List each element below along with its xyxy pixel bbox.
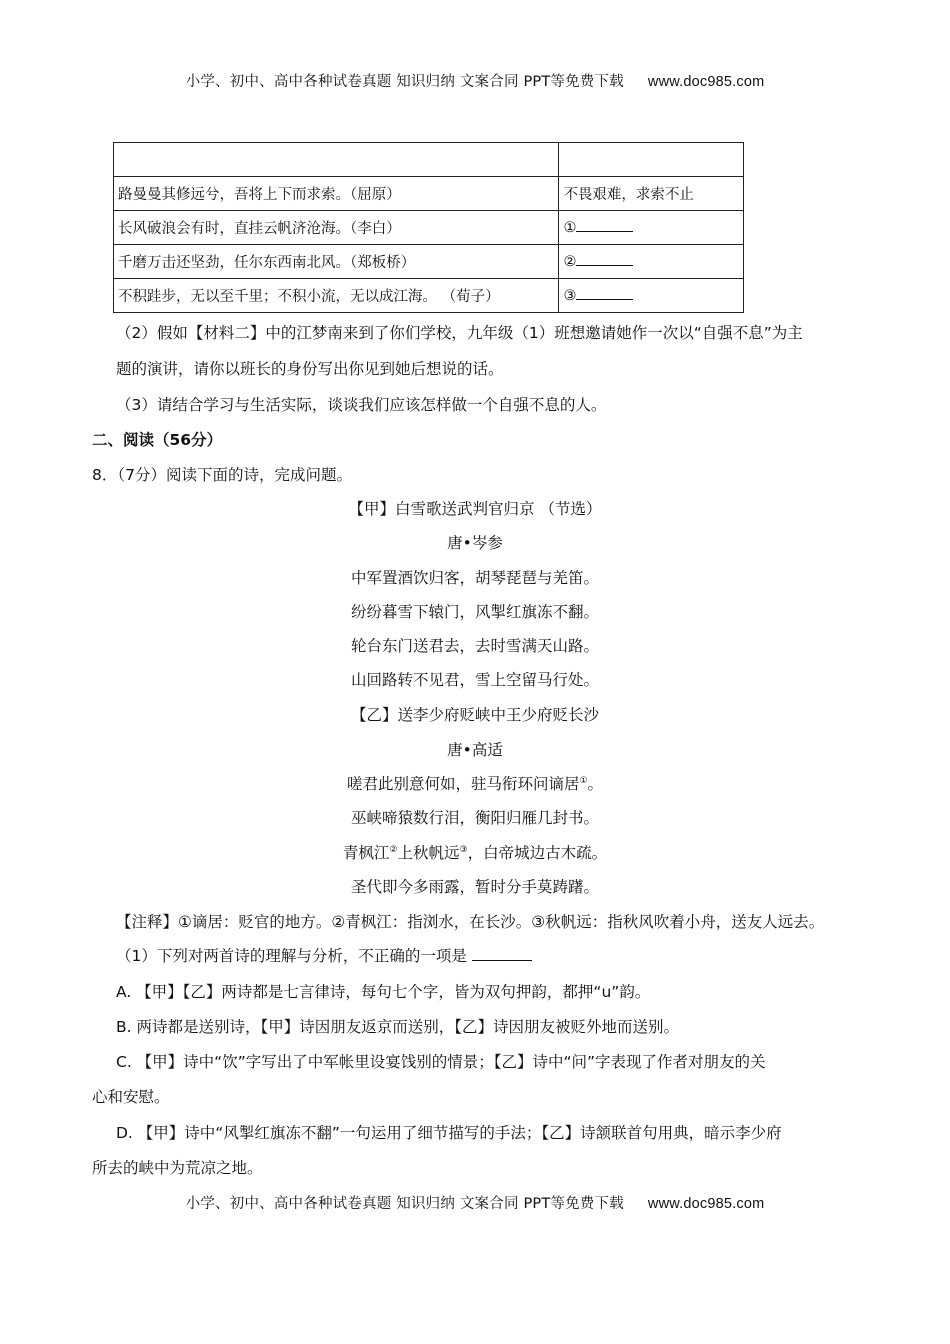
table-cell-answer[interactable] (559, 279, 744, 313)
poem-1-title: 【甲】白雪歌送武判官归京 （节选） (348, 500, 602, 518)
table-cell-answer[interactable] (559, 245, 744, 279)
table-row (114, 211, 744, 245)
option-a[interactable]: A. 【甲】【乙】两诗都是七言律诗，每句七个字，皆为双句押韵，都押“u”韵。 (116, 983, 651, 1001)
question-2-line-2: 题的演讲，请你以班长的身份写出你见到她后想说的话。 (116, 360, 504, 378)
page-header (0, 70, 950, 91)
answer-blank[interactable] (576, 253, 633, 266)
poem-2-line (0, 772, 950, 794)
table-row (114, 177, 744, 211)
question-2-line-1: （2）假如【材料二】中的江梦南来到了你们学校，九年级（1）班想邀请她作一次以“自强不息”为主 (116, 324, 803, 342)
poem-2-line-text: 上秋帆远 (397, 844, 460, 862)
quote-table (113, 142, 744, 313)
answer-blank[interactable] (472, 948, 532, 961)
option-d[interactable]: D. 【甲】诗中“风掣红旗冻不翻”一句运用了细节描写的手法；【乙】诗颔联首句用典，暗示李少府 (116, 1124, 782, 1142)
poem-2-line-text: 。 (587, 775, 604, 793)
footnote-mark: ① (579, 775, 588, 786)
poem-1-line: 山回路转不见君，雪上空留马行处。 (350, 671, 599, 689)
table-cell-quote: 路曼曼其修远兮，吾将上下而求索。（屈原） (114, 177, 559, 211)
footnote-mark: ② (389, 844, 398, 855)
poem-2-title: 【乙】送李少府贬峡中王少府贬长沙 (350, 706, 599, 724)
answer-blank[interactable] (576, 287, 633, 300)
header-text: 小学、初中、高中各种试卷真题 知识归纳 文案合同 PPT等免费下载 (185, 74, 624, 90)
poem-2-author: 唐•高适 (447, 741, 503, 759)
answer-marker: ① (563, 220, 577, 236)
sub-question-1-text: （1）下列对两首诗的理解与分析，不正确的一项是 (116, 947, 467, 965)
poem-2-line: 圣代即今多雨露，暂时分手莫踌躇。 (350, 878, 599, 896)
poem-2-line-text: 嗟君此别意何如，驻马衔环问谪居 (346, 775, 580, 793)
answer-marker: ② (563, 254, 577, 270)
option-c[interactable]: C. 【甲】诗中“饮”字写出了中军帐里设宴饯别的情景；【乙】诗中“问”字表现了作者对朋友的关 (116, 1053, 766, 1071)
table-cell-meaning: 不畏艰难，求索不止 (559, 177, 744, 211)
table-row (114, 245, 744, 279)
poem-2-line-text: 青枫江 (342, 844, 390, 862)
answer-blank[interactable] (576, 219, 633, 232)
page-footer (0, 1192, 950, 1213)
poem-1-line: 中军置酒饮归客，胡琴琵琶与羌笛。 (350, 569, 599, 587)
table-row (114, 143, 744, 177)
question-3: （3）请结合学习与生活实际，谈谈我们应该怎样做一个自强不息的人。 (116, 396, 607, 414)
table-cell-quote (114, 143, 559, 177)
sub-question-1 (116, 944, 532, 966)
poem-2-line-text: ，白帝城边古木疏。 (467, 844, 608, 862)
question-8: 8．（7分）阅读下面的诗，完成问题。 (92, 466, 352, 484)
poem-1-line: 轮台东门送君去，去时雪满天山路。 (350, 637, 599, 655)
option-b[interactable]: B. 两诗都是送别诗，【甲】诗因朋友返京而送别，【乙】诗因朋友被贬外地而送别。 (116, 1018, 679, 1036)
table-cell-quote: 千磨万击还坚劲，任尔东西南北风。（郑板桥） (114, 245, 559, 279)
table-cell-quote: 长风破浪会有时，直挂云帆济沧海。（李白） (114, 211, 559, 245)
annotations: 【注释】①谪居：贬官的地方。②青枫江：指浏水，在长沙。③秋帆远：指秋风吹着小舟，送友人远去。 (116, 913, 825, 931)
poem-1-line: 纷纷暮雪下辕门，风掣红旗冻不翻。 (350, 603, 599, 621)
poem-2-line: 巫峡啼猿数行泪，衡阳归雁几封书。 (350, 809, 599, 827)
answer-marker: ③ (563, 288, 577, 304)
table-cell-quote: 不积跬步，无以至千里；不积小流，无以成江海。 （荀子） (114, 279, 559, 313)
footer-text: 小学、初中、高中各种试卷真题 知识归纳 文案合同 PPT等免费下载 (185, 1196, 624, 1212)
footer-url[interactable]: www.doc985.com (647, 1196, 765, 1212)
table-cell-answer[interactable] (559, 211, 744, 245)
table-row (114, 279, 744, 313)
table-cell-meaning (559, 143, 744, 177)
section-heading: 二、阅读（56分） (92, 431, 223, 449)
poem-1-author: 唐•岑参 (447, 534, 503, 552)
option-c-continued: 心和安慰。 (92, 1088, 170, 1106)
poem-2-line (0, 841, 950, 863)
option-d-continued: 所去的峡中为荒凉之地。 (92, 1159, 263, 1177)
header-url[interactable]: www.doc985.com (647, 74, 765, 90)
footnote-mark: ③ (459, 844, 468, 855)
